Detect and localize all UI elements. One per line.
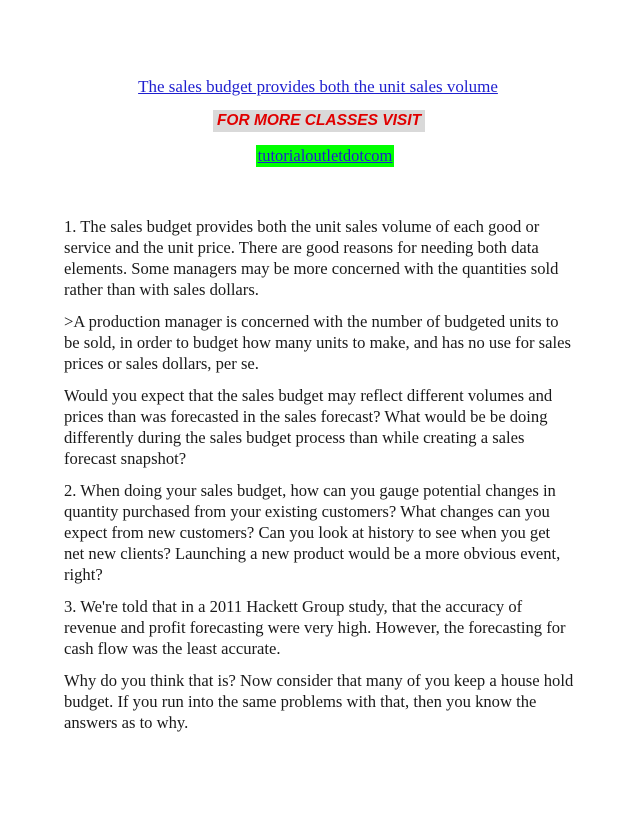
promo-banner: FOR MORE CLASSES VISIT [213, 110, 425, 132]
promo-line [0, 110, 638, 132]
site-link[interactable]: tutorialoutletdotcom [257, 146, 393, 165]
paragraph-4: 2. When doing your sales budget, how can you gauge potential changes in quantity purchased from your existing customers? What changes can you expect from new customers? Can you look at history to see when you get net new clients? Launching a new product would be a more obvious event, right? [64, 481, 561, 584]
paragraph-5: 3. We're told that in a 2011 Hackett Group study, that the accuracy of revenue and profit forecasting were very high. However, the forecasting for cash flow was the least accurate. [64, 597, 566, 658]
site-line [0, 145, 638, 168]
paragraph-6: Why do you think that is? Now consider that many of you keep a house hold budget. If you run into the same problems with that, then you know the answers as to why. [64, 671, 574, 732]
title-line [0, 76, 638, 98]
body-text [64, 216, 574, 744]
paragraph-2: >A production manager is concerned with the number of budgeted units to be sold, in order to budget how many units to make, and has no use for sales prices or sales dollars, per se. [64, 312, 571, 373]
paragraph-3: Would you expect that the sales budget may reflect different volumes and prices than was forecasted in the sales forecast? What would be be doing differently during the sales budget process than while creating a sales forecast snapshot? [64, 386, 553, 468]
paragraph-1: 1. The sales budget provides both the unit sales volume of each good or service and the unit price. There are good reasons for needing both data elements. Some managers may be more concerned with the quantities sold rather than with sales dollars. [64, 217, 559, 299]
title-link[interactable]: The sales budget provides both the unit sales volume [138, 77, 498, 96]
